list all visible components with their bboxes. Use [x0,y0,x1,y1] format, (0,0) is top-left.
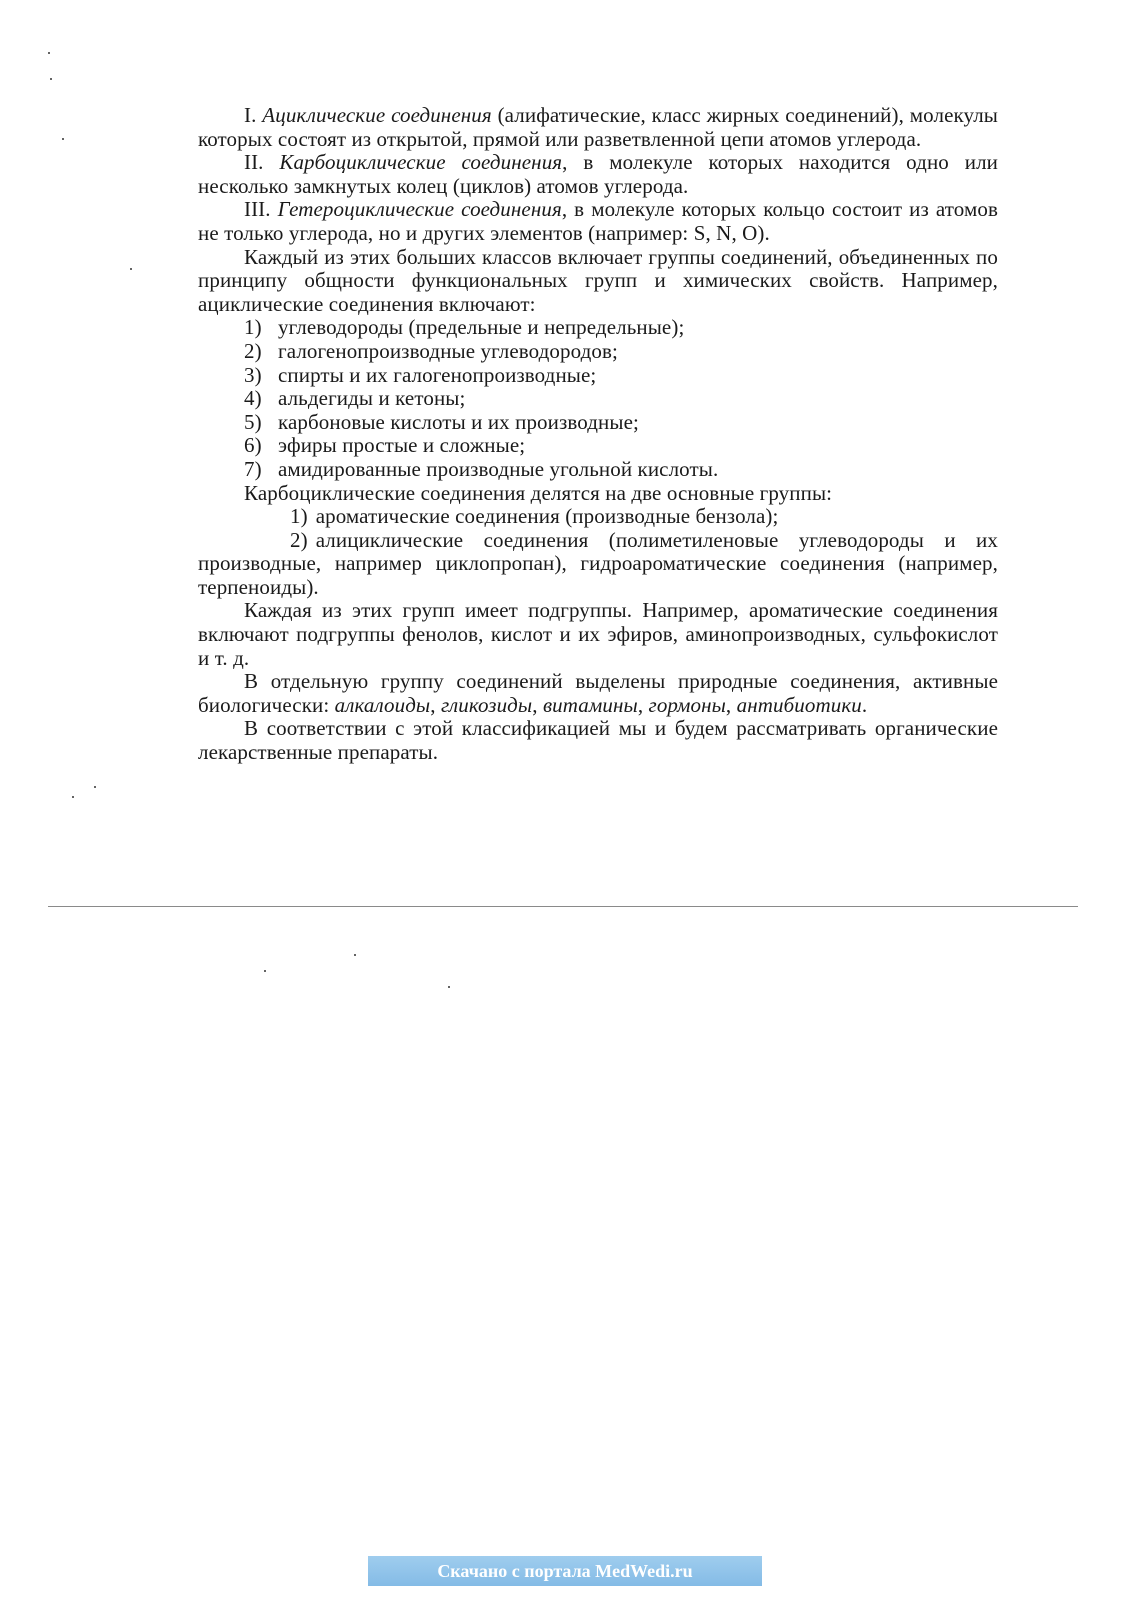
page-body [198,104,998,765]
list-item: 2) галогенопроизводные углеводородов; [244,338,618,363]
scan-speck [130,268,132,270]
carbocyclic-groups-list [198,505,998,599]
list-item: 3) спирты и их галогенопроизводные; [244,362,597,387]
class-numeral: III. [244,197,271,222]
list-item: 1) ароматические соединения (производные бензола); [290,504,779,529]
natural-item: алкалоиды [334,692,431,717]
class-1-paragraph [198,104,998,151]
closing-paragraph: В соответствии с этой классификацией мы и будем рассматривать органические лекарственные препараты. [198,716,998,765]
class-description: , в молекуле которых находится одно или несколько замкнутых колец (циклов) атомов углерода. [198,150,999,198]
horizontal-divider [48,906,1078,907]
intro-acyclic-paragraph: Каждый из этих больших классов включает группы соединений, объединенных по принципу общности функциональных групп и химических свойств. Например, ациклические соединения включают: [198,244,998,316]
list-item: 4) альдегиды и кетоны; [244,386,466,411]
list-item: 7) амидированные производные угольной кислоты. [244,456,719,481]
scan-speck [94,786,96,788]
class-name: Гетероциклические соединения [277,197,562,222]
class-description: , в молекуле которых кольцо состоит из атомов не только углерода, но и других элементов (например: S, N, O). [198,197,999,245]
class-numeral: II. [244,150,264,175]
intro-carbocyclic-paragraph: Карбоциклические соединения делятся на две основные группы: [244,480,833,505]
class-numeral: I. [244,103,257,127]
class-name: Карбоциклические соединения [279,150,563,175]
natural-item: антибиотики [736,692,862,717]
scan-speck [72,796,74,798]
natural-compounds-paragraph: В отдельную группу соединений выделены природные соединения, активные биологически: алкалоиды, гликозиды, витамины, гормоны, антибиотики. [198,669,998,717]
subgroups-paragraph: Каждая из этих групп имеет подгруппы. Например, ароматические соединения включают подгруппы фенолов, кислот и их эфиров, аминопроизводных, сульфокислот и т. д. [198,598,998,670]
acyclic-groups-list [198,316,998,481]
class-name: Ациклические соединения [262,103,492,127]
list-item: 1) углеводороды (предельные и непредельные); [244,315,685,340]
list-item: 6) эфиры простые и сложные; [244,433,526,458]
natural-item: гликозиды [440,692,533,717]
class-description: (алифатические, класс жирных соединений), молекулы которых состоят из открытой, прямой или разветвленной цепи атомов углерода. [198,103,998,151]
scan-speck [264,970,266,972]
list-item: 5) карбоновые кислоты и их производные; [244,409,639,434]
download-watermark: Скачано с портала MedWedi.ru [368,1556,762,1586]
class-3-paragraph [198,198,998,245]
scan-speck [48,52,50,54]
scan-speck [448,986,450,988]
scan-speck [354,954,356,956]
class-2-paragraph [198,151,998,198]
scan-speck [62,138,64,140]
scan-speck [50,78,52,80]
natural-item: гормоны [648,692,726,717]
list-item: 2) алициклические соединения (полиметиленовые углеводороды и их производные, например циклопропан), гидроароматические соединения (например, терпеноиды). [198,527,998,599]
natural-item: витамины [542,692,638,717]
